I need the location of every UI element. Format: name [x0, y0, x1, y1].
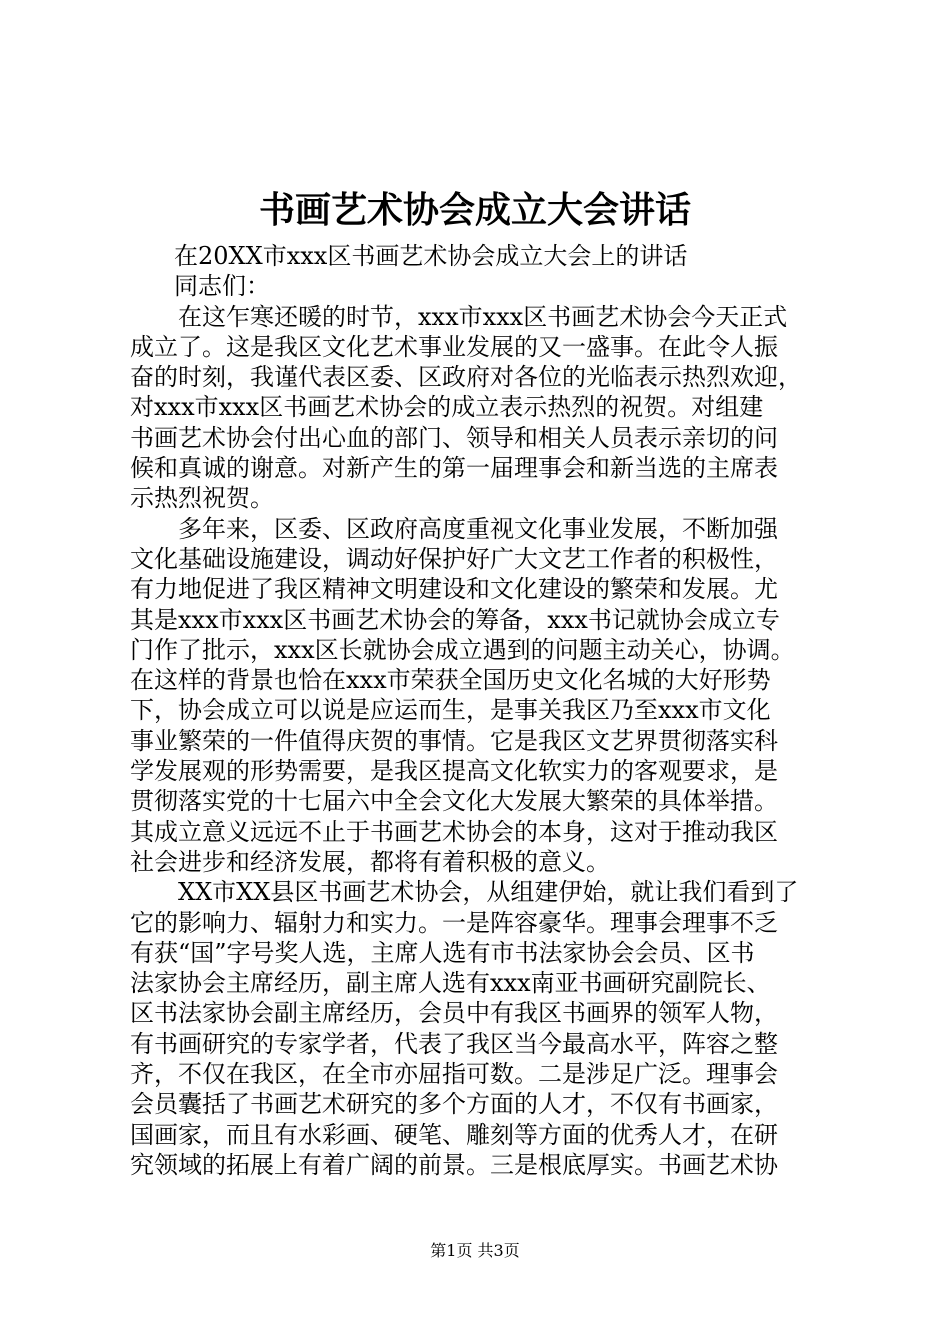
text-line: 齐，不仅在我区，在全市亦屈指可数。二是涉足广泛。理事会: [130, 1060, 778, 1089]
text-line: 多年来，区委、区政府高度重视文化事业发展，不断加强: [178, 514, 778, 543]
text-line: 究领域的拓展上有着广阔的前景。三是根底厚实。书画艺术协: [130, 1150, 778, 1179]
text-line: 奋的时刻，我谨代表区委、区政府对各位的光临表示热烈欢迎，: [130, 363, 802, 392]
text-line: 下，协会成立可以说是应运而生，是事关我区乃至xxx市文化: [130, 696, 771, 725]
text-line: 国画家，而且有水彩画、硬笔、雕刻等方面的优秀人才，在研: [130, 1120, 778, 1149]
text-line: 在这乍寒还暖的时节，xxx市xxx区书画艺术协会今天正式: [178, 302, 788, 331]
text-line: 在这样的背景也恰在xxx市荣获全国历史文化名城的大好形势: [130, 666, 771, 695]
text-line: 候和真诚的谢意。对新产生的第一届理事会和新当选的主席表: [130, 454, 778, 483]
text-line: 同志们：: [174, 272, 270, 301]
text-line: 学发展观的形势需要，是我区提高文化软实力的客观要求，是: [130, 757, 778, 786]
text-line: 文化基础设施建设，调动好保护好广大文艺工作者的积极性，: [130, 544, 778, 573]
text-line: 其是xxx市xxx区书画艺术协会的筹备，xxx书记就协会成立专: [130, 605, 780, 634]
text-line: 会员囊括了书画艺术研究的多个方面的人才，不仅有书画家，: [130, 1090, 778, 1119]
text-line: 书画艺术协会付出心血的部门、领导和相关人员表示亲切的问: [130, 423, 778, 452]
text-line: 在20XX市xxx区书画艺术协会成立大会上的讲话: [174, 242, 688, 270]
text-line: 有获“国”字号奖人选，主席人选有市书法家协会会员、区书: [130, 938, 755, 967]
text-line: 其成立意义远远不止于书画艺术协会的本身，这对于推动我区: [130, 817, 778, 846]
text-line: 成立了。这是我区文化艺术事业发展的又一盛事。在此令人振: [130, 332, 778, 361]
text-line: 社会进步和经济发展，都将有着积极的意义。: [130, 847, 610, 876]
text-line: XX市XX县区书画艺术协会，从组建伊始，就让我们看到了: [178, 878, 799, 907]
text-line: 法家协会主席经历，副主席人选有xxx南亚书画研究副院长、: [130, 969, 771, 998]
document-title: 书画艺术协会成立大会讲话: [258, 189, 691, 231]
text-line: 有力地促进了我区精神文明建设和文化建设的繁荣和发展。尤: [130, 575, 778, 604]
document-body: [130, 241, 830, 1180]
text-line: 区书法家协会副主席经历，会员中有我区书画界的领军人物，: [130, 999, 778, 1028]
text-line: 对xxx市xxx区书画艺术协会的成立表示热烈的祝贺。对组建: [130, 393, 764, 422]
text-line: 贯彻落实党的十七届六中全会文化大发展大繁荣的具体举措。: [130, 787, 778, 816]
text-line: 有书画研究的专家学者，代表了我区当今最高水平，阵容之整: [130, 1029, 778, 1058]
text-line: 示热烈祝贺。: [130, 484, 274, 513]
text-line: 门作了批示，xxx区长就协会成立遇到的问题主动关心，协调。: [130, 635, 795, 664]
page-footer: 第1页 共3页: [430, 1241, 520, 1260]
text-line: 事业繁荣的一件值得庆贺的事情。它是我区文艺界贯彻落实科: [130, 726, 778, 755]
text-line: 它的影响力、辐射力和实力。一是阵容豪华。理事会理事不乏: [130, 908, 778, 937]
